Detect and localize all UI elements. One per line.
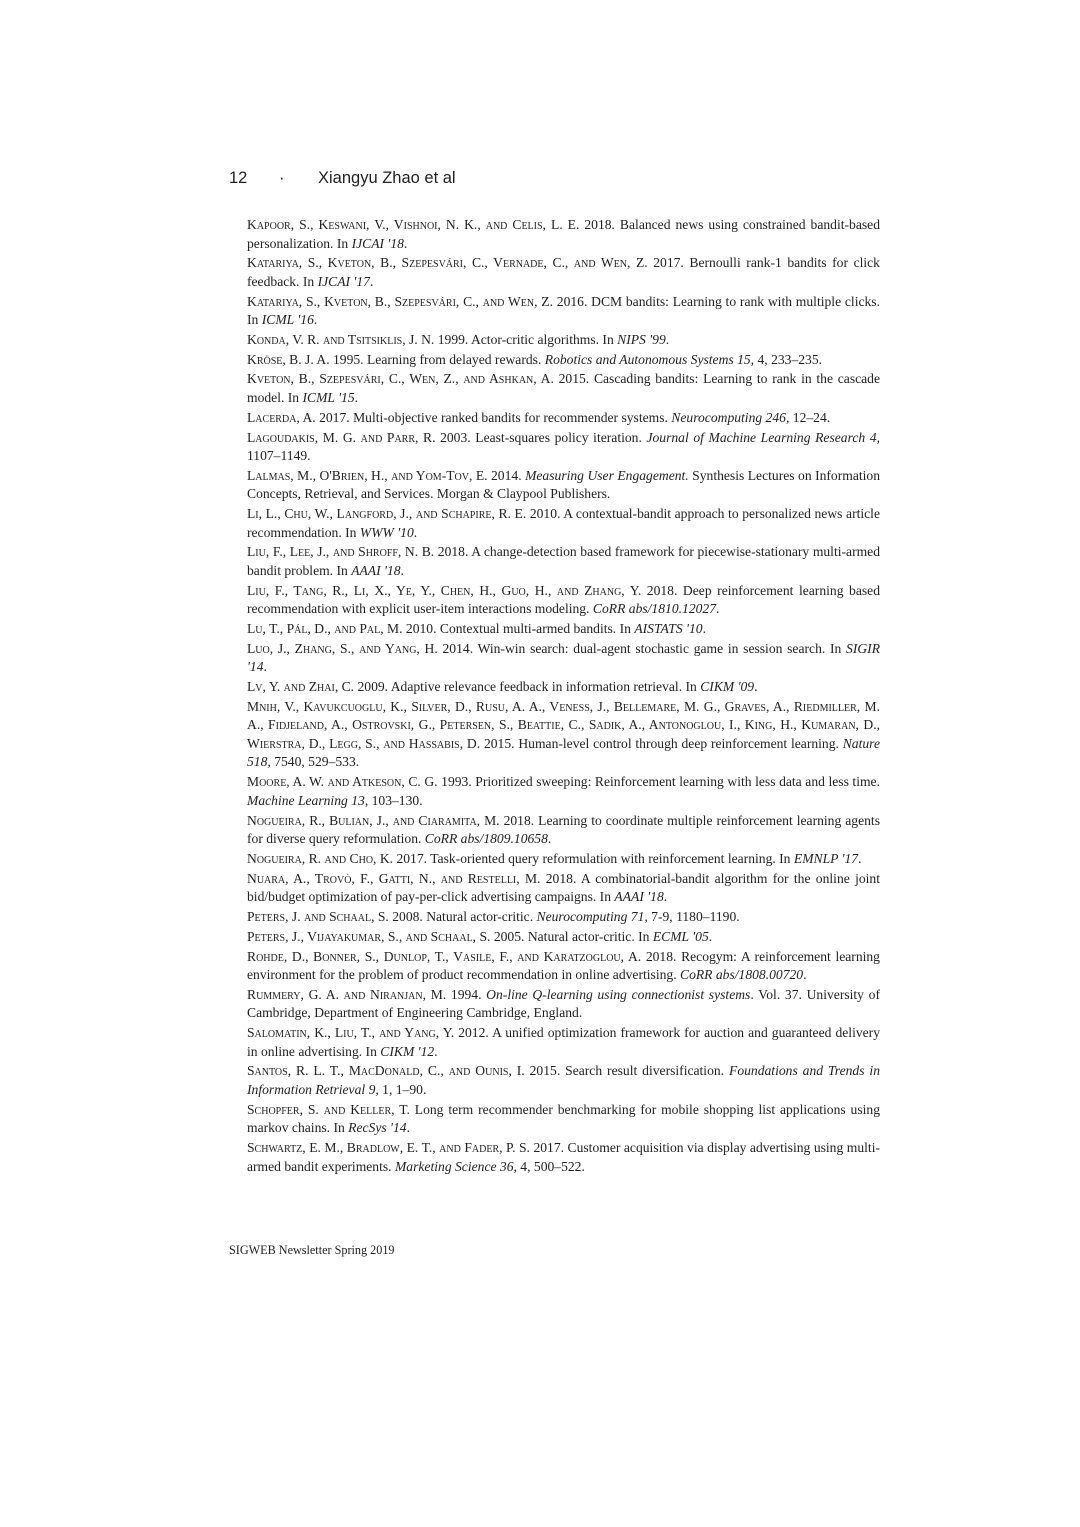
reference-tail: . — [400, 562, 404, 578]
reference-text: 2017. Customer acquisition via display advertising using multi-armed bandit experiments. — [247, 1140, 881, 1174]
reference-authors: Luo, J., Zhang, S., and Yang, H. — [247, 640, 438, 656]
reference-text: 2018. A combinatorial-bandit algorithm for the online joint bid/budget optimization of pay-per-click advertising campaigns. In — [247, 870, 880, 905]
reference-text: 2015. Search result diversification. — [524, 1063, 730, 1079]
page-footer: SIGWEB Newsletter Spring 2019 — [229, 1243, 395, 1257]
reference-venue: AAAI '18 — [614, 889, 664, 905]
reference-authors: Nuara, A., Trovò, F., Gatti, N., and Restelli, M. — [247, 870, 541, 886]
reference-authors: Katariya, S., Kveton, B., Szepesvári, C., Vernade, C., and Wen, Z. — [247, 255, 648, 271]
reference-entry — [247, 351, 880, 370]
reference-venue: WWW '10 — [359, 524, 414, 540]
reference-text: 2008. Natural actor-critic. — [388, 908, 537, 924]
reference-tail: , 103–130. — [364, 792, 423, 808]
reference-venue: AAAI '18 — [351, 562, 401, 578]
reference-entry — [247, 293, 880, 330]
reference-authors: Nogueira, R. and Cho, K. — [247, 850, 394, 866]
reference-venue: ECML '05 — [652, 928, 709, 944]
reference-tail: . — [702, 621, 706, 637]
reference-tail: 1, 1–90. — [378, 1081, 427, 1097]
reference-authors: Schopfer, S. and Keller, T. — [247, 1101, 410, 1117]
reference-authors: Liu, F., Tang, R., Li, X., Ye, Y., Chen, H., Guo, H., and Zhang, Y. — [247, 582, 642, 598]
reference-venue: ICML '16 — [261, 312, 314, 328]
reference-text: 2014. Win-win search: dual-agent stochastic game in session search. In — [437, 640, 847, 656]
reference-entry — [247, 850, 880, 869]
reference-venue: On-line Q-learning using connectionist systems — [486, 986, 751, 1002]
reference-authors: Kapoor, S., Keswani, V., Vishnoi, N. K., and Celis, L. E. — [247, 217, 580, 232]
reference-tail: . — [413, 524, 418, 540]
running-header — [229, 169, 829, 193]
reference-text: 2018. Balanced news using constrained bandit-based personalization. In — [247, 217, 880, 251]
reference-authors: Kveton, B., Szepesvári, C., Wen, Z., and Ashkan, A. — [247, 371, 554, 387]
reference-text: 2018. Learning to coordinate multiple reinforcement learning agents for diverse query reformulation. — [247, 812, 880, 847]
reference-entry — [247, 1139, 880, 1176]
reference-authors: Li, L., Chu, W., Langford, J., and Schapire, R. E. — [247, 506, 527, 522]
reference-entry — [247, 1062, 880, 1099]
reference-text: 2018. Recogym: A reinforcement learning environment for the problem of product recommendation in online advertising. — [247, 948, 880, 983]
reference-venue: SIGIR '14 — [247, 640, 881, 675]
header-authors: Xiangyu Zhao et al — [318, 169, 456, 187]
reference-entry — [247, 908, 880, 927]
reference-tail: . — [665, 331, 670, 347]
reference-text: 2009. Adaptive relevance feedback in information retrieval. In — [354, 679, 701, 695]
reference-entry — [247, 1101, 880, 1138]
reference-text: 2015. Cascading bandits: Learning to rank in the cascade model. In — [247, 371, 881, 405]
reference-tail: 7540, 529–533. — [270, 754, 360, 770]
reference-authors: Lalmas, M., O'Brien, H., and Yom-Tov, E. — [247, 467, 488, 483]
reference-text: 2012. A unified optimization framework for auction and guaranteed delivery in online advertising. In — [247, 1025, 880, 1059]
reference-text: 2016. DCM bandits: Learning to rank with multiple clicks. In — [247, 293, 880, 328]
reference-entry — [247, 409, 880, 428]
reference-tail: Synthesis Lectures on Information Concepts, Retrieval, and Services. Morgan & Claypool Publishers. — [247, 467, 881, 502]
reference-authors: Rohde, D., Bonner, S., Dunlop, T., Vasile, F., and Karatzoglou, A. — [247, 948, 642, 964]
reference-authors: Moore, A. W. and Atkeson, C. G. — [247, 774, 438, 790]
reference-text: Long term recommender benchmarking for mobile shopping list applications using markov chains. In — [247, 1101, 880, 1136]
reference-tail: 4, 233–235. — [754, 351, 823, 367]
reference-tail: . — [354, 389, 359, 405]
reference-tail: 12–24. — [789, 409, 831, 425]
reference-entry — [247, 698, 880, 772]
reference-venue: Neurocomputing 71, — [536, 908, 648, 924]
reference-text: 2018. A change-detection based framework for piecewise-stationary multi-armed bandit problem. In — [247, 544, 881, 578]
reference-venue: Machine Learning 13 — [247, 792, 365, 808]
reference-authors: Rummery, G. A. and Niranjan, M. — [247, 986, 447, 1002]
reference-venue: Measuring User Engagement. — [525, 467, 689, 483]
reference-tail: . — [403, 235, 408, 251]
reference-text: 2010. A contextual-bandit approach to personalized news article recommendation. In — [247, 506, 880, 540]
reference-entry — [247, 812, 880, 849]
reference-venue: IJCAI '17 — [317, 273, 370, 289]
reference-text: 2005. Natural actor-critic. In — [490, 928, 653, 944]
header-separator: · — [279, 169, 285, 187]
reference-tail: . — [406, 1120, 410, 1136]
reference-entry — [247, 640, 880, 677]
reference-venue: RecSys '14 — [348, 1120, 407, 1136]
reference-tail: . — [263, 659, 267, 675]
reference-venue: CoRR abs/1810.12027 — [592, 601, 717, 617]
reference-text: 2010. Contextual multi-armed bandits. In — [402, 621, 635, 637]
reference-authors: Katariya, S., Kveton, B., Szepesvári, C., and Wen, Z. — [247, 293, 553, 309]
reference-authors: Kröse, B. J. A. — [247, 351, 330, 367]
reference-authors: Lv, Y. and Zhai, C. — [247, 679, 355, 695]
reference-tail: 7-9, 1180–1190. — [647, 908, 740, 924]
reference-text: 2003. Least-squares policy iteration. — [435, 429, 647, 445]
reference-authors: Konda, V. R. and Tsitsiklis, J. N. — [247, 331, 435, 347]
reference-entry — [247, 986, 880, 1023]
reference-entry — [247, 254, 880, 291]
reference-entry — [247, 928, 880, 947]
reference-tail: . — [803, 967, 807, 983]
reference-entry — [247, 467, 880, 504]
reference-tail: . — [547, 831, 552, 847]
reference-venue: AISTATS '10 — [634, 621, 703, 637]
reference-entry — [247, 1024, 880, 1061]
reference-text: 2014. — [487, 467, 526, 483]
reference-venue: CIKM '09 — [700, 679, 755, 695]
reference-text: 2017. Multi-objective ranked bandits for recommender systems. — [315, 409, 672, 425]
reference-tail: . — [708, 928, 713, 944]
reference-authors: Mnih, V., Kavukcuoglu, K., Silver, D., Rusu, A. A., Veness, J., Bellemare, M. G., Graves, A., Riedmiller, M. A., Fidjeland, A., Ostrovski, G., Petersen, S., Beattie, C., Sadik, A., Antonoglou, I., King, H., Kumaran, D., Wierstra, D., Legg, S., and Hassabis, D. — [247, 698, 880, 751]
reference-authors: Lacerda, A. — [247, 409, 316, 425]
reference-entry — [247, 773, 880, 810]
reference-venue: NIPS '99 — [617, 331, 666, 347]
reference-venue: CIKM '12 — [380, 1043, 435, 1059]
reference-tail: . — [369, 273, 374, 289]
reference-text: 1993. Prioritized sweeping: Reinforcement learning with less data and less time. — [437, 774, 880, 790]
page-number: 12 — [229, 169, 248, 187]
reference-authors: Lagoudakis, M. G. and Parr, R. — [247, 429, 436, 445]
reference-tail: 1107–1149. — [247, 448, 311, 464]
reference-venue: Foundations and Trends in Information Retrieval 9, — [247, 1063, 880, 1097]
reference-entry — [247, 582, 880, 619]
reference-entry — [247, 505, 880, 542]
reference-tail: 4, 500–522. — [516, 1158, 585, 1174]
reference-venue: CoRR abs/1808.00720 — [680, 967, 804, 983]
reference-list — [247, 216, 880, 1177]
reference-venue: ICML '15 — [302, 389, 355, 405]
reference-text: 1995. Learning from delayed rewards. — [329, 351, 545, 367]
reference-venue: Robotics and Autonomous Systems 15, — [544, 351, 755, 367]
reference-authors: Peters, J. and Schaal, S. — [247, 908, 389, 924]
reference-authors: Lu, T., Pál, D., and Pal, M. — [247, 621, 403, 637]
reference-tail: . — [754, 679, 758, 695]
reference-entry — [247, 870, 880, 907]
reference-tail: . — [313, 312, 318, 328]
reference-authors: Liu, F., Lee, J., and Shroff, N. B. — [247, 544, 435, 560]
reference-venue: Neurocomputing 246, — [671, 409, 790, 425]
reference-venue: Nature 518, — [247, 735, 880, 770]
reference-authors: Salomatin, K., Liu, T., and Yang, Y. — [247, 1025, 455, 1041]
reference-entry — [247, 370, 880, 407]
reference-text: 1994. — [446, 986, 487, 1002]
reference-tail: . — [716, 601, 720, 617]
reference-authors: Santos, R. L. T., MacDonald, C., and Ounis, I. — [247, 1063, 525, 1079]
reference-venue: Journal of Machine Learning Research 4, — [646, 429, 880, 445]
reference-venue: CoRR abs/1809.10658 — [424, 831, 548, 847]
reference-text: 2017. Bernoulli rank-1 bandits for click feedback. In — [247, 255, 880, 289]
reference-tail: . Vol. 37. University of Cambridge, Department of Engineering Cambridge, England. — [247, 986, 880, 1021]
reference-text: 1999. Actor-critic algorithms. In — [434, 331, 618, 347]
reference-entry — [247, 678, 880, 697]
reference-entry — [247, 620, 880, 639]
reference-tail: . — [858, 850, 862, 866]
reference-entry — [247, 216, 880, 253]
reference-authors: Nogueira, R., Bulian, J., and Ciaramita, M. — [247, 812, 500, 828]
reference-text: 2015. Human-level control through deep reinforcement learning. — [480, 735, 843, 751]
reference-tail: . — [434, 1043, 438, 1059]
reference-tail: . — [663, 889, 668, 905]
reference-entry — [247, 543, 880, 580]
reference-text: 2018. Deep reinforcement learning based recommendation with explicit user-item interactions modeling. — [247, 582, 881, 617]
reference-venue: EMNLP '17 — [793, 850, 859, 866]
reference-venue: IJCAI '18 — [351, 235, 404, 251]
reference-authors: Schwartz, E. M., Bradlow, E. T., and Fader, P. S. — [247, 1140, 530, 1156]
reference-text: 2017. Task-oriented query reformulation with reinforcement learning. In — [393, 850, 794, 866]
reference-entry — [247, 331, 880, 350]
reference-authors: Peters, J., Vijayakumar, S., and Schaal, S. — [247, 928, 491, 944]
reference-entry — [247, 948, 880, 985]
reference-venue: Marketing Science 36, — [394, 1158, 517, 1174]
reference-entry — [247, 429, 880, 466]
